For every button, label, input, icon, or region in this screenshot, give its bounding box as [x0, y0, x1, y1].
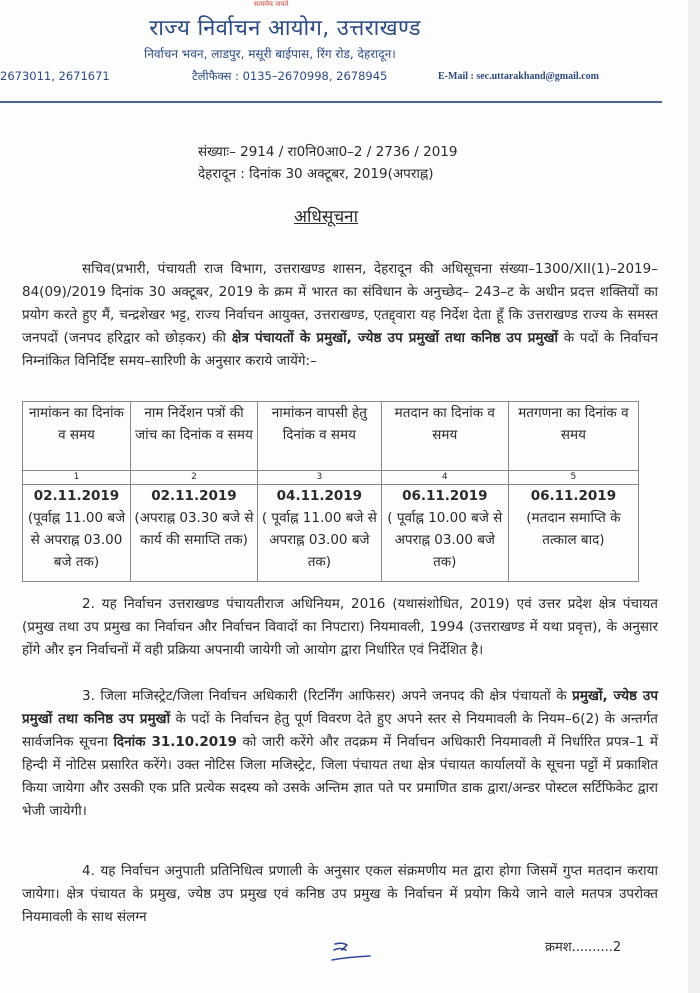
- table-header: मतदान का दिनांक व समय: [381, 402, 508, 471]
- schedule-cell-withdrawal: [257, 485, 381, 582]
- issue-date: देहरादून : दिनांक 30 अक्टूबर, 2019(अपराह्न): [198, 166, 434, 182]
- phone-numbers: 2673011, 2671671: [0, 69, 110, 83]
- signature-icon: [318, 938, 378, 972]
- cell-time: (पूर्वाह्न 11.00 बजे से अपराह्न 03.00 बजे तक): [27, 510, 126, 570]
- table-header: नामांकन का दिनांक व समय: [23, 402, 131, 471]
- commission-address: निर्वाचन भवन, लाडपुर, मसूरी बाईपास, रिंग रोड, देहरादून।: [144, 47, 396, 61]
- paragraph-3-text-3: को जारी करेंगे और तदक्रम में निर्वाचन अधिकारी नियमावली में निर्धारित प्रपत्र–1 में हिन्दी में नोटिस प्रसारित करेंगे। उक्त नोटिस जिला मजिस्ट्रेट, जिला पंचायत तथा क्षेत्र पंचायत कार्यालयों के सूचना पट्टों में प्रकाशित किया जायेगा और उसकी एक प्रति प्रत्येक सदस्य को उसके अन्तिम ज्ञात पते पर प्रमाणित डाक द्वारा/अन्डर पोस्टल सर्टिफिकेट द्वारा भेजी जायेगी।: [22, 734, 658, 819]
- column-number: 4: [381, 471, 508, 485]
- paragraph-4: [22, 860, 658, 929]
- table-header-row: [23, 402, 639, 471]
- cell-time: (अपराह्न 03.30 बजे से कार्य की समाप्ति तक): [134, 510, 254, 548]
- cell-date: 04.11.2019: [276, 488, 363, 504]
- commission-title: राज्य निर्वाचन आयोग, उत्तराखण्ड: [149, 16, 421, 41]
- paragraph-3-text-1: 3. जिला मजिस्ट्रेट/जिला निर्वाचन अधिकारी (रिटर्निंग आफिसर) अपने जनपद की क्षेत्र पंचायतों के: [82, 688, 573, 704]
- paragraph-3-bold-1: प्रमुखों, ज्येष्ठ उप प्रमुखों तथा कनिष्ठ उप प्रमुखों: [22, 688, 658, 727]
- letterhead-divider: [0, 101, 662, 103]
- column-number: 3: [257, 471, 381, 485]
- paragraph-2: [22, 593, 658, 662]
- emblem-motto: सत्यमेव जयते: [254, 0, 289, 8]
- column-number: 2: [130, 471, 257, 485]
- column-number: 1: [23, 471, 131, 485]
- continued-marker: क्रमश..........2: [545, 940, 622, 955]
- cell-date: 06.11.2019: [530, 488, 617, 504]
- election-schedule-table: [22, 401, 639, 582]
- cell-time: ( पूर्वाह्न 11.00 बजे से अपराह्न 03.00 बजे तक): [261, 510, 377, 570]
- intro-text-1: सचिव(प्रभारी, पंचायती राज विभाग, उत्तराखण्ड शासन, देहरादून की अधिसूचना संख्या–1300/XII(1)–2019–84(09)/2019 दिनांक 30 अक्टूबर, 2019 के क्रम में भारत का संविधान के अनुच्छेद– 243–ट के अधीन प्रदत्त शक्तियों का प्रयोग करते हुए मैं, चन्द्रशेखर भट्ट, राज्य निर्वाचन आयुक्त, उत्तराखण्ड, एतद्द्वारा यह निर्देश देता हूँ कि उत्तराखण्ड राज्य के समस्त जनपदों (जनपद हरिद्वार को छोड़कर) की: [22, 261, 658, 346]
- schedule-cell-polling: [381, 485, 508, 582]
- column-number-row: [23, 471, 639, 485]
- table-header: नाम निर्देशन पत्रों की जांच का दिनांक व समय: [130, 402, 257, 471]
- paragraph-4-text: 4. यह निर्वाचन अनुपाती प्रतिनिधित्व प्रणाली के अनुसार एकल संक्रमणीय मत द्वारा होगा जिसमें गुप्त मतदान कराया जायेगा। क्षेत्र पंचायत के प्रमुख, ज्येष्ठ उप प्रमुख एवं कनिष्ठ उप प्रमुख के निर्वाचन में प्रयोग किये जाने वाले मतपत्र उपरोक्त नियमावली के साथ संलग्न: [22, 863, 658, 925]
- intro-paragraph: [22, 258, 658, 373]
- schedule-cell-counting: [508, 485, 638, 582]
- paragraph-3-bold-2: दिनांक 31.10.2019: [113, 734, 237, 750]
- reference-number: संख्याः– 2914 / रा0नि0आ0–2 / 2736 / 2019: [198, 144, 458, 160]
- cell-date: 02.11.2019: [151, 488, 237, 504]
- telefax-numbers: टैलीफैक्स : 0135–2670998, 2678945: [192, 69, 388, 83]
- schedule-cell-nomination: [23, 485, 131, 582]
- notification-heading: अधिसूचना: [294, 207, 358, 227]
- cell-time: ( पूर्वाह्न 10.00 बजे से अपराह्न 03.00 बजे तक): [387, 510, 503, 570]
- email-address: E-Mail : sec.uttarakhand@gmail.com: [438, 71, 599, 82]
- schedule-cell-scrutiny: [130, 485, 257, 582]
- table-header: मतगणना का दिनांक व समय: [508, 402, 638, 471]
- paragraph-3-text-2: के पदों के निर्वाचन हेतु पूर्ण विवरण देते हुए अपने स्तर से नियमावली के नियम–6(2) के अन्तर्गत सार्वजनिक सूचना: [22, 711, 658, 750]
- page-edge-strip: [688, 0, 700, 993]
- cell-time: (मतदान समाप्ति के तत्काल बाद): [526, 510, 621, 548]
- column-number: 5: [508, 471, 638, 485]
- cell-date: 02.11.2019: [33, 488, 120, 504]
- paragraph-3: [22, 685, 658, 823]
- cell-date: 06.11.2019: [402, 488, 488, 504]
- intro-bold-1: क्षेत्र पंचायतों के प्रमुखों, ज्येष्ठ उप प्रमुखों तथा कनिष्ठ उप प्रमुखों: [231, 330, 559, 346]
- intro-text-2: के पदों के निर्वाचन निम्नांकित विनिर्दिष्ट समय–सारिणी के अनुसार कराये जायेंगे:–: [22, 330, 658, 369]
- paragraph-2-text: 2. यह निर्वाचन उत्तराखण्ड पंचायतीराज अधिनियम, 2016 (यथासंशोधित, 2019) एवं उत्तर प्रदेश क्षेत्र पंचायत (प्रमुख तथा उप प्रमुख का निर्वाचन और निर्वाचन विवादों का निपटारा) नियमावली, 1994 (उत्तराखण्ड में यथा प्रवृत्त), के अनुसार होंगे और इन निर्वाचनों में वही प्रक्रिया अपनायी जायेगी जो आयोग द्वारा निर्धारित एवं निर्देशित है।: [22, 596, 658, 658]
- table-row: [23, 485, 639, 582]
- table-header: नामांकन वापसी हेतु दिनांक व समय: [257, 402, 381, 471]
